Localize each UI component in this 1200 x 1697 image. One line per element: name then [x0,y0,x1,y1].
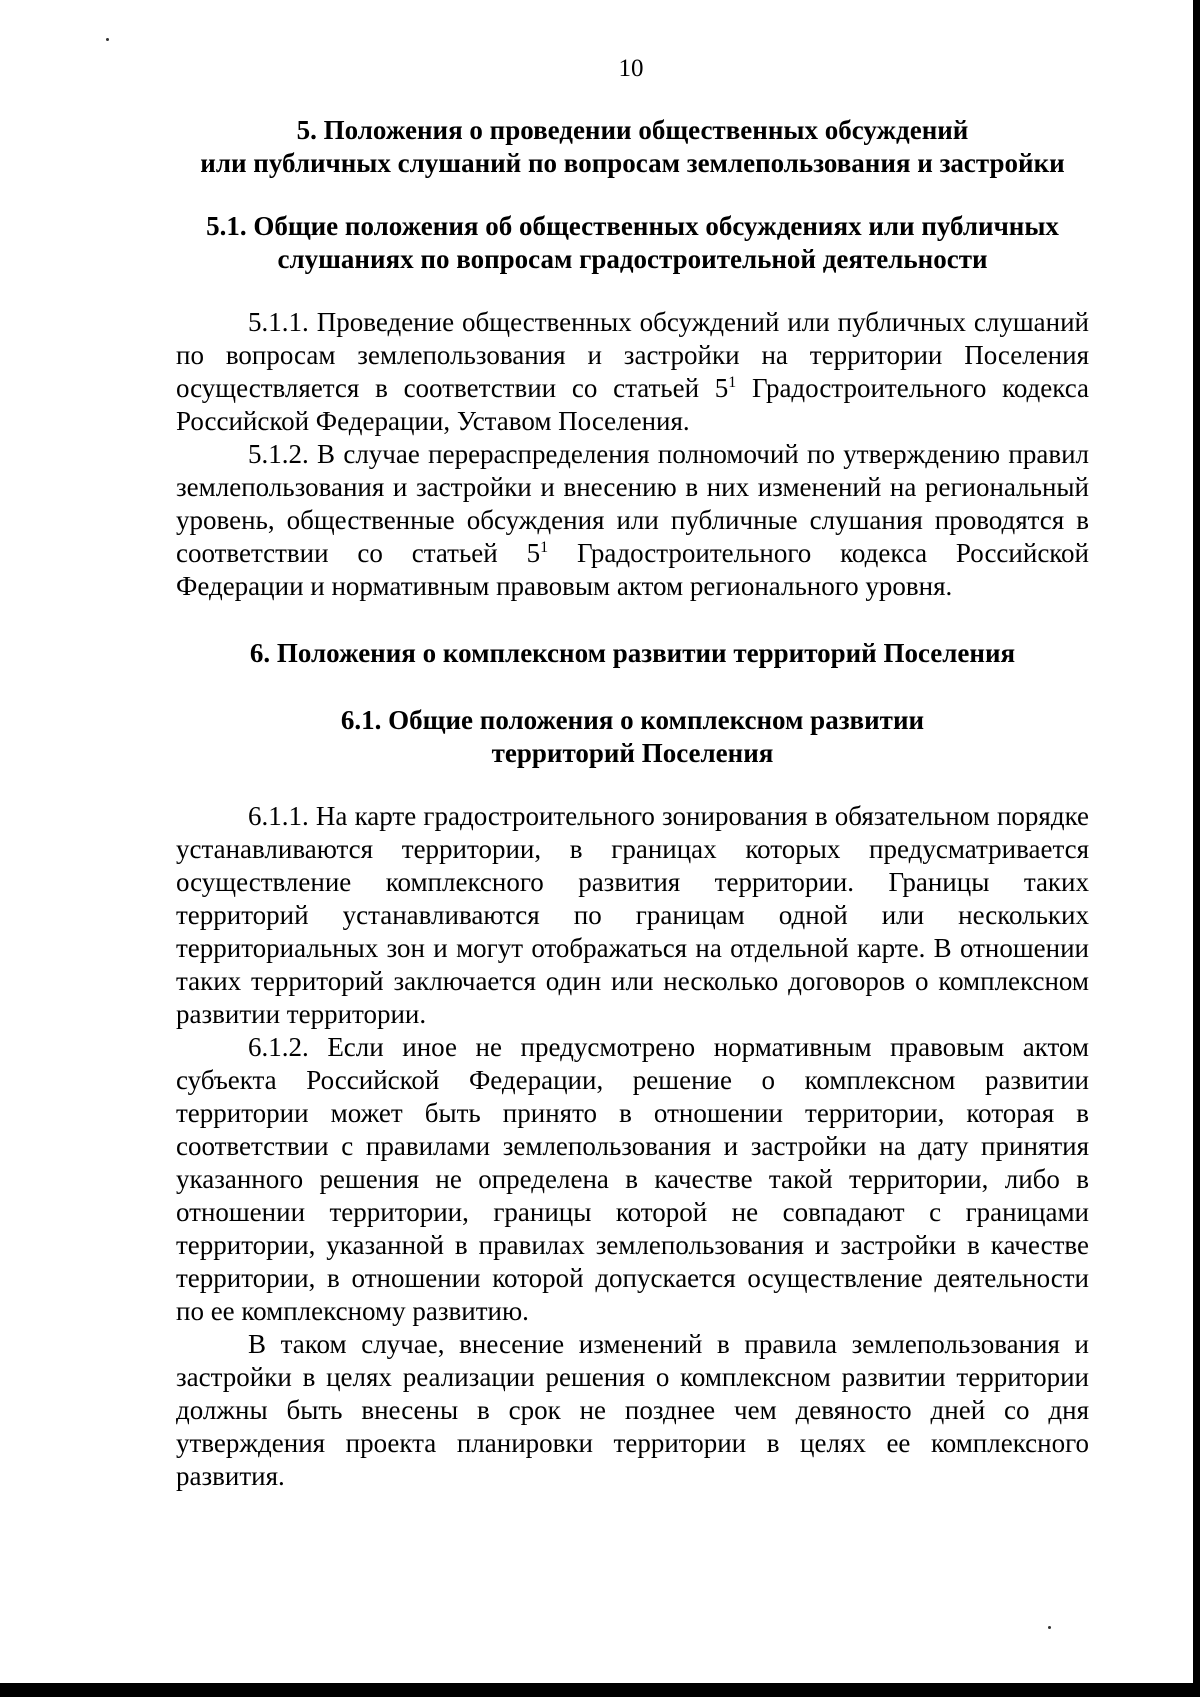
section-6-1-title [176,704,1089,770]
section-5-title-line-1: 5. Положения о проведении общественных обсуждений [296,115,969,145]
superscript-1: 1 [728,374,737,391]
section-6-1-title-line-1: 6.1. Общие положения о комплексном развитии [340,705,925,735]
paragraph-5-1-2-tail: Градостроительного кодекса Российской Федерации и нормативным правовым актом регионального уровня. [176,538,1089,601]
section-5-1-title-line-2: слушаниях по вопросам градостроительной деятельности [277,244,988,274]
section-5-title-line-2: или публичных слушаний по вопросам землепользования и застройки [200,148,1065,178]
paragraph-5-1-1 [176,306,1089,438]
section-6-title-text: 6. Положения о комплексном развитии территорий Поселения [249,638,1016,668]
scan-edge-right [1193,0,1200,1697]
section-5-1-title-line-1: 5.1. Общие положения об общественных обсуждениях или публичных [206,211,1059,241]
scan-edge-bottom [0,1683,1200,1697]
document-body [176,114,1089,1493]
page-number: 10 [618,55,644,82]
paragraph-5-1-1-text: 5.1.1. Проведение общественных обсуждений или публичных слушаний по вопросам землепользования и застройки на территории Поселения осуществляется в соответствии со статьей 5 [176,307,1089,403]
paragraph-6-1-2-continuation: В таком случае, внесение изменений в правила землепользования и застройки в целях реализации решения о комплексном развитии территории должны быть внесены в срок не позднее чем девяносто дней со дня утверждения проекта планировки территории в целях ее комплексного развития. [176,1329,1089,1491]
section-5-title [176,114,1089,180]
paragraph-5-1-2-text: 5.1.2. В случае перераспределения полномочий по утверждению правил землепользования и застройки и внесению в них изменений на региональный уровень, общественные обсуждения или публичные слушания проводятся в соответствии со статьей 5 [176,439,1089,568]
section-5-1-title [176,210,1089,276]
paragraph-5-1-1-tail: Градостроительного кодекса Российской Федерации, Уставом Поселения. [176,373,1090,436]
paragraph-6-1-1: 6.1.1. На карте градостроительного зонирования в обязательном порядке устанавливаются территории, в границах которых предусматривается осуществление комплексного развития территории. Границы таких территорий устанавливаются по границам одной или нескольких территориальных зон и могут отображаться на отдельной карте. В отношении таких территорий заключается один или несколько договоров о комплексном развитии территории. [176,801,1089,1029]
scan-speck [1048,1626,1051,1629]
section-6-title [176,637,1089,670]
paragraph-6-1-2: 6.1.2. Если иное не предусмотрено нормативным правовым актом субъекта Российской Федерации, решение о комплексном развитии территории может быть принято в отношении территории, которая в соответствии с правилами землепользования и застройки на дату принятия указанного решения не определена в качестве такой территории, либо в отношении территории, границы которой не совпадают с границами территории, указанной в правилах землепользования и застройки в качестве территории, в отношении которой допускается осуществление деятельности по ее комплексному развитию. [176,1032,1089,1326]
scan-speck [106,38,109,41]
paragraph-5-1-2 [176,438,1089,603]
section-6-1-title-line-2: территорий Поселения [491,738,774,768]
superscript-1: 1 [540,539,549,556]
